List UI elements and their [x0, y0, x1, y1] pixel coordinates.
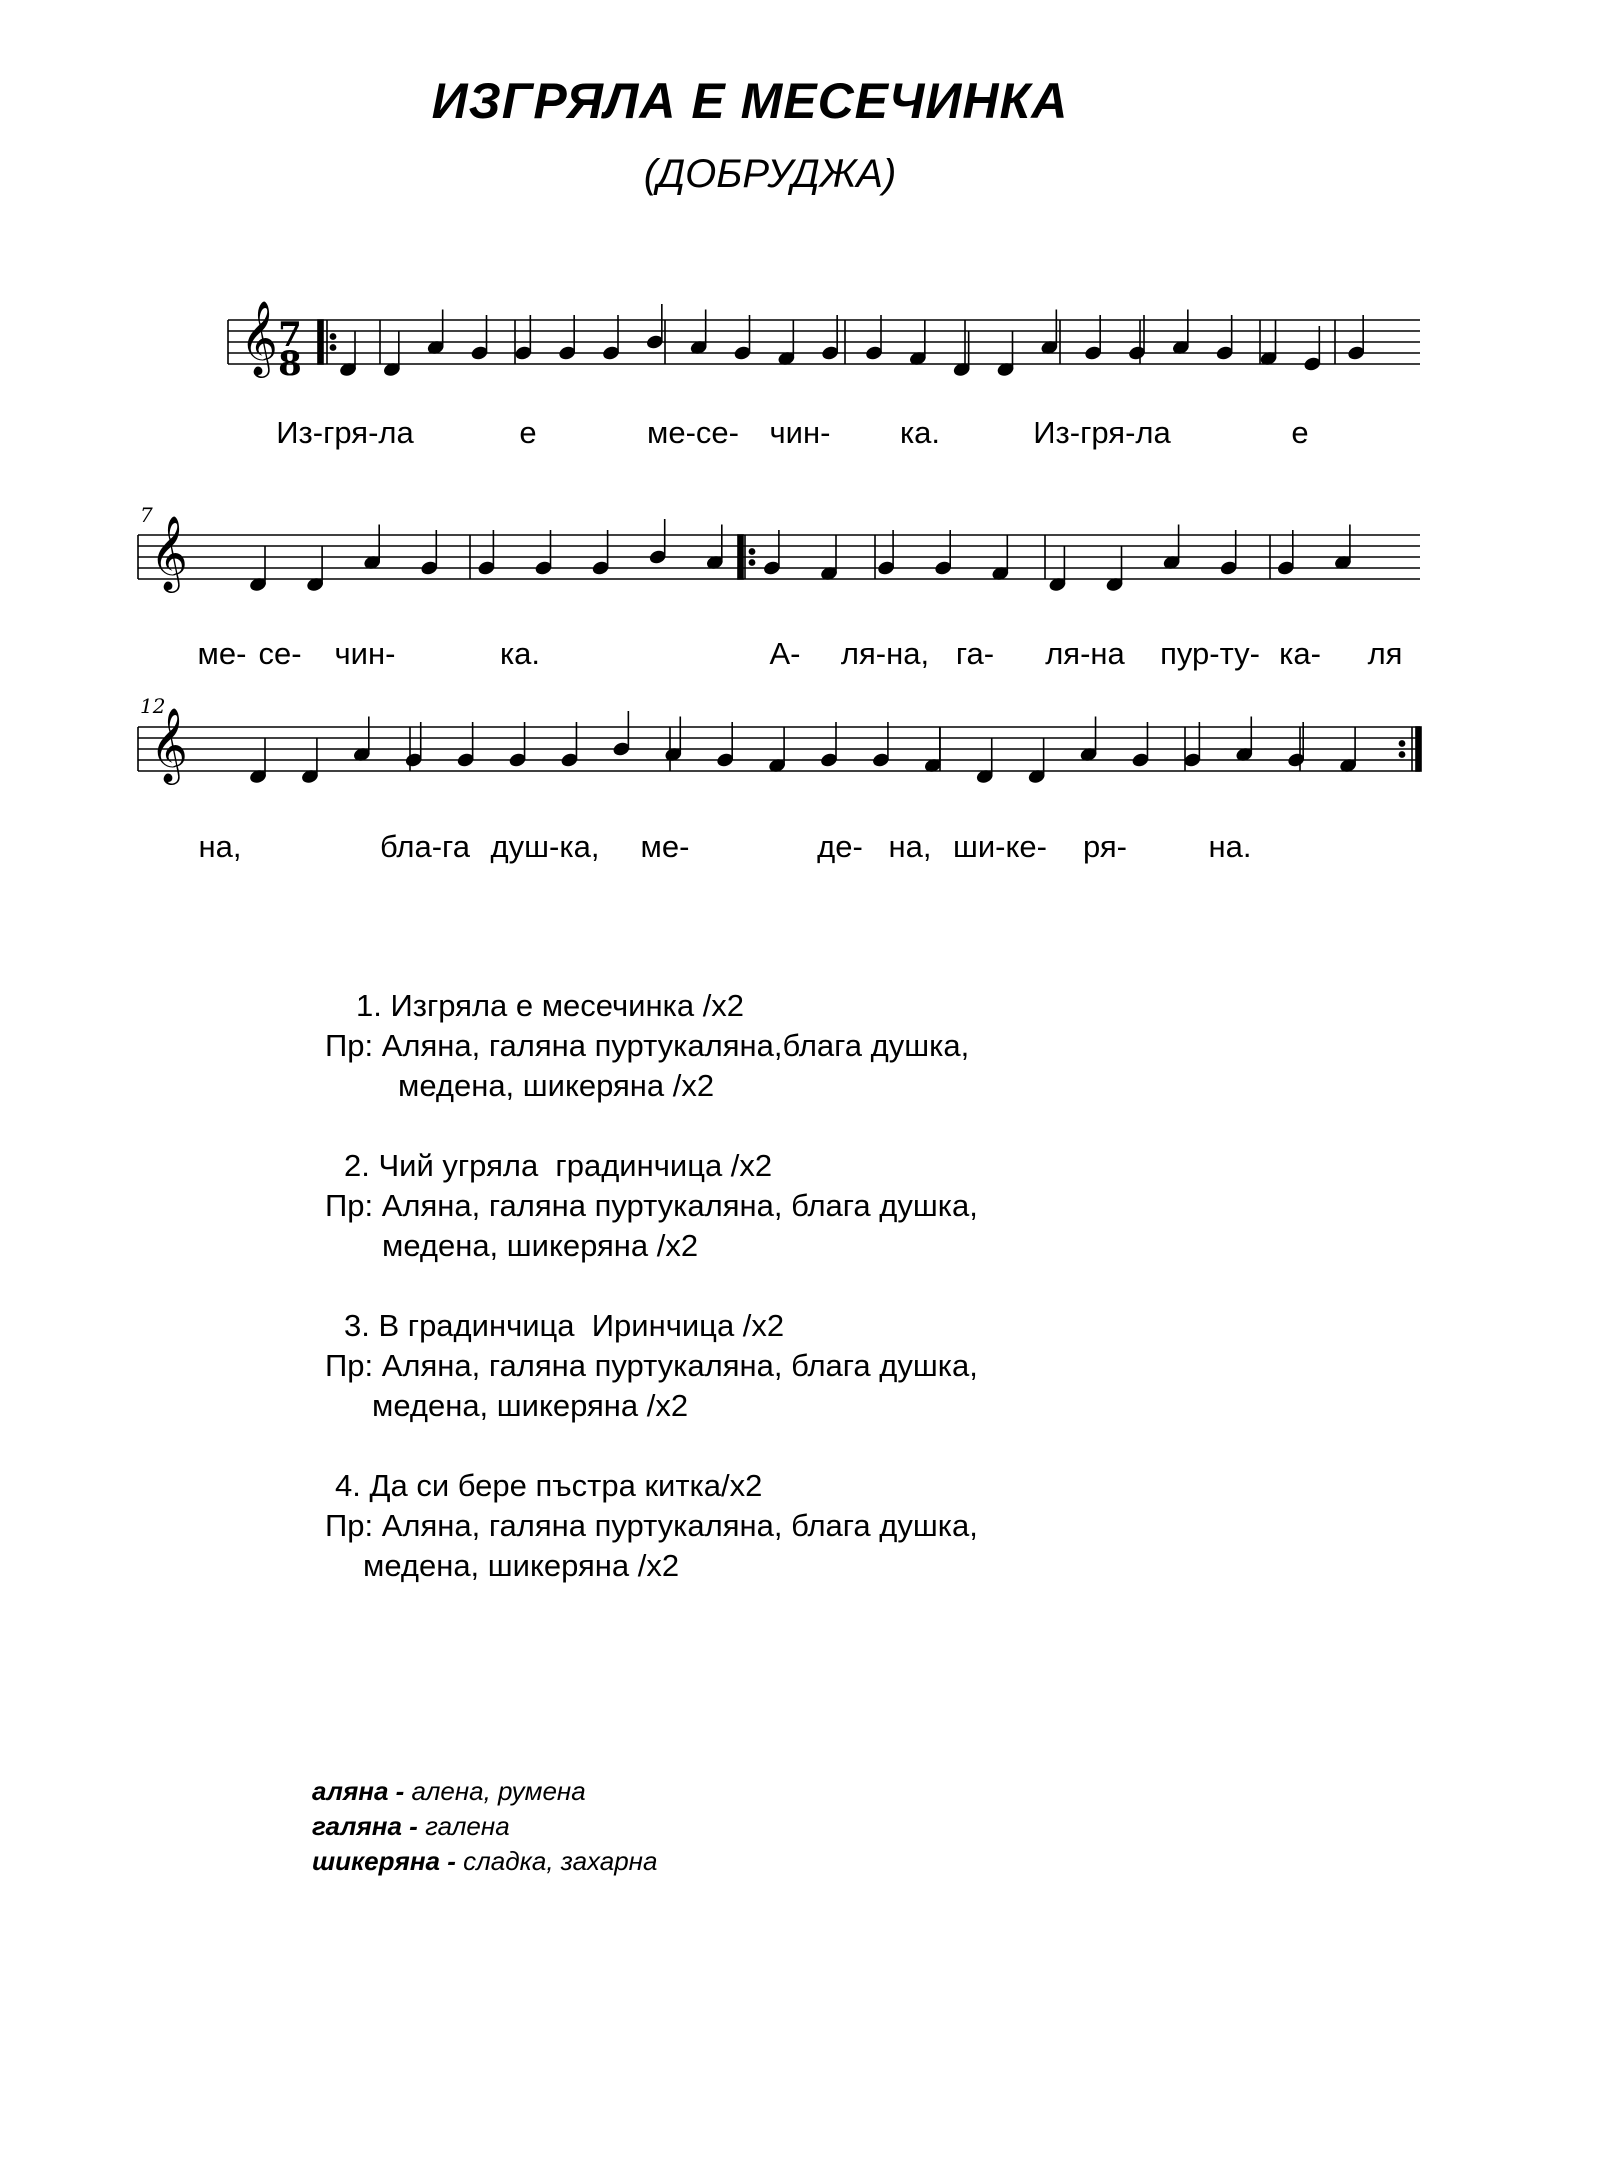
lyric-syllable: на,	[198, 829, 242, 864]
glossary-meaning: галена	[417, 1811, 510, 1841]
lyric-syllable: ка.	[499, 636, 541, 671]
stanza-refrain: Пр: Аляна, галяна пуртукаляна,блага душка,	[325, 1028, 970, 1063]
stanza-line: 3. В градинчица Иринчица /х2	[344, 1308, 785, 1343]
lyric-syllable: га-	[955, 636, 995, 671]
stanza-refrain: Пр: Аляна, галяна пуртукаляна, блага душка,	[325, 1348, 978, 1383]
treble-clef-icon: 𝄞	[150, 516, 188, 591]
glossary-entry	[312, 1774, 657, 1809]
glossary-meaning: алена, румена	[404, 1776, 586, 1806]
glossary-word: галяна -	[312, 1811, 418, 1841]
repeat-dot	[749, 549, 754, 554]
repeat-dot	[749, 560, 754, 565]
lyric-syllable: се-	[258, 636, 302, 671]
lyric-syllable: ка-	[1279, 636, 1321, 671]
lyric-syllable: Из-гря-ла	[1033, 415, 1171, 450]
stanza-2	[300, 1146, 978, 1266]
stanza-line: медена, шикеряна /х2	[398, 1068, 715, 1103]
lyric-syllable: е	[1291, 415, 1309, 450]
lyric-syllable: ка.	[899, 415, 941, 450]
lyric-syllable: пур-ту-	[1160, 636, 1260, 671]
lyric-syllable: чин-	[769, 415, 831, 450]
stanza-line: медена, шикеряна /х2	[363, 1548, 680, 1583]
lyric-syllable: на.	[1208, 829, 1252, 864]
lyric-syllable: ля-на,	[840, 636, 930, 671]
stanza-line: 2. Чий угряла градинчица /х2	[344, 1148, 773, 1183]
glossary-word: аляна -	[312, 1776, 405, 1806]
final-barline	[1416, 727, 1421, 771]
measure-number-7: 7	[140, 503, 153, 527]
repeat-dot	[330, 345, 335, 350]
lyric-syllable: бла-га	[380, 829, 470, 864]
stanza-1	[300, 986, 969, 1106]
lyric-syllable: ме-се-	[647, 415, 739, 450]
time-signature-bottom: 8	[278, 344, 302, 384]
song-region: (ДОБРУДЖА)	[643, 152, 897, 196]
glossary-entry	[312, 1844, 657, 1879]
stanza-refrain: Пр: Аляна, галяна пуртукаляна, блага душка,	[325, 1508, 978, 1543]
repeat-dot	[330, 334, 335, 339]
treble-clef-icon: 𝄞	[150, 708, 188, 783]
glossary	[312, 1774, 657, 1879]
glossary-word: шикеряна -	[312, 1846, 456, 1876]
repeat-barline-thick	[318, 320, 323, 364]
lyric-syllable: ши-ке-	[953, 829, 1047, 864]
stanza-4	[300, 1466, 978, 1586]
repeat-dot	[1399, 741, 1404, 746]
stanza-line: медена, шикеряна /х2	[372, 1388, 689, 1423]
lyric-syllable: ля-на	[1045, 636, 1125, 671]
lyric-syllable: ме-	[640, 829, 690, 864]
repeat-barline-thick	[738, 535, 743, 579]
lyric-syllable: ля	[1367, 636, 1403, 671]
lyric-syllable: де-	[817, 829, 863, 864]
stanza-line: медена, шикеряна /х2	[382, 1228, 699, 1263]
lyric-syllable: е	[519, 415, 537, 450]
measure-number-12: 12	[140, 694, 166, 718]
lyric-syllable: на,	[888, 829, 932, 864]
lyric-syllable: ме-	[197, 636, 247, 671]
lyric-syllable: чин-	[334, 636, 396, 671]
stanza-line: 1. Изгряла е месечинка /х2	[356, 988, 745, 1023]
lyric-syllable: Из-гря-ла	[276, 415, 414, 450]
stanza-3	[300, 1306, 978, 1426]
music-score	[0, 0, 1620, 900]
glossary-meaning: сладка, захарна	[455, 1846, 658, 1876]
repeat-dot	[1399, 752, 1404, 757]
glossary-entry	[312, 1809, 657, 1844]
treble-clef-icon: 𝄞	[240, 301, 278, 376]
stanza-refrain: Пр: Аляна, галяна пуртукаляна, блага душка,	[325, 1188, 978, 1223]
lyric-syllable: ря-	[1082, 829, 1128, 864]
time-signature-top: 7	[278, 315, 302, 355]
lyric-syllable: А-	[769, 636, 801, 671]
stanza-line: 4. Да си бере пъстра китка/х2	[335, 1468, 763, 1503]
song-title: ИЗГРЯЛА Е МЕСЕЧИНКА	[431, 73, 1069, 129]
lyric-syllable: душ-ка,	[490, 829, 600, 864]
